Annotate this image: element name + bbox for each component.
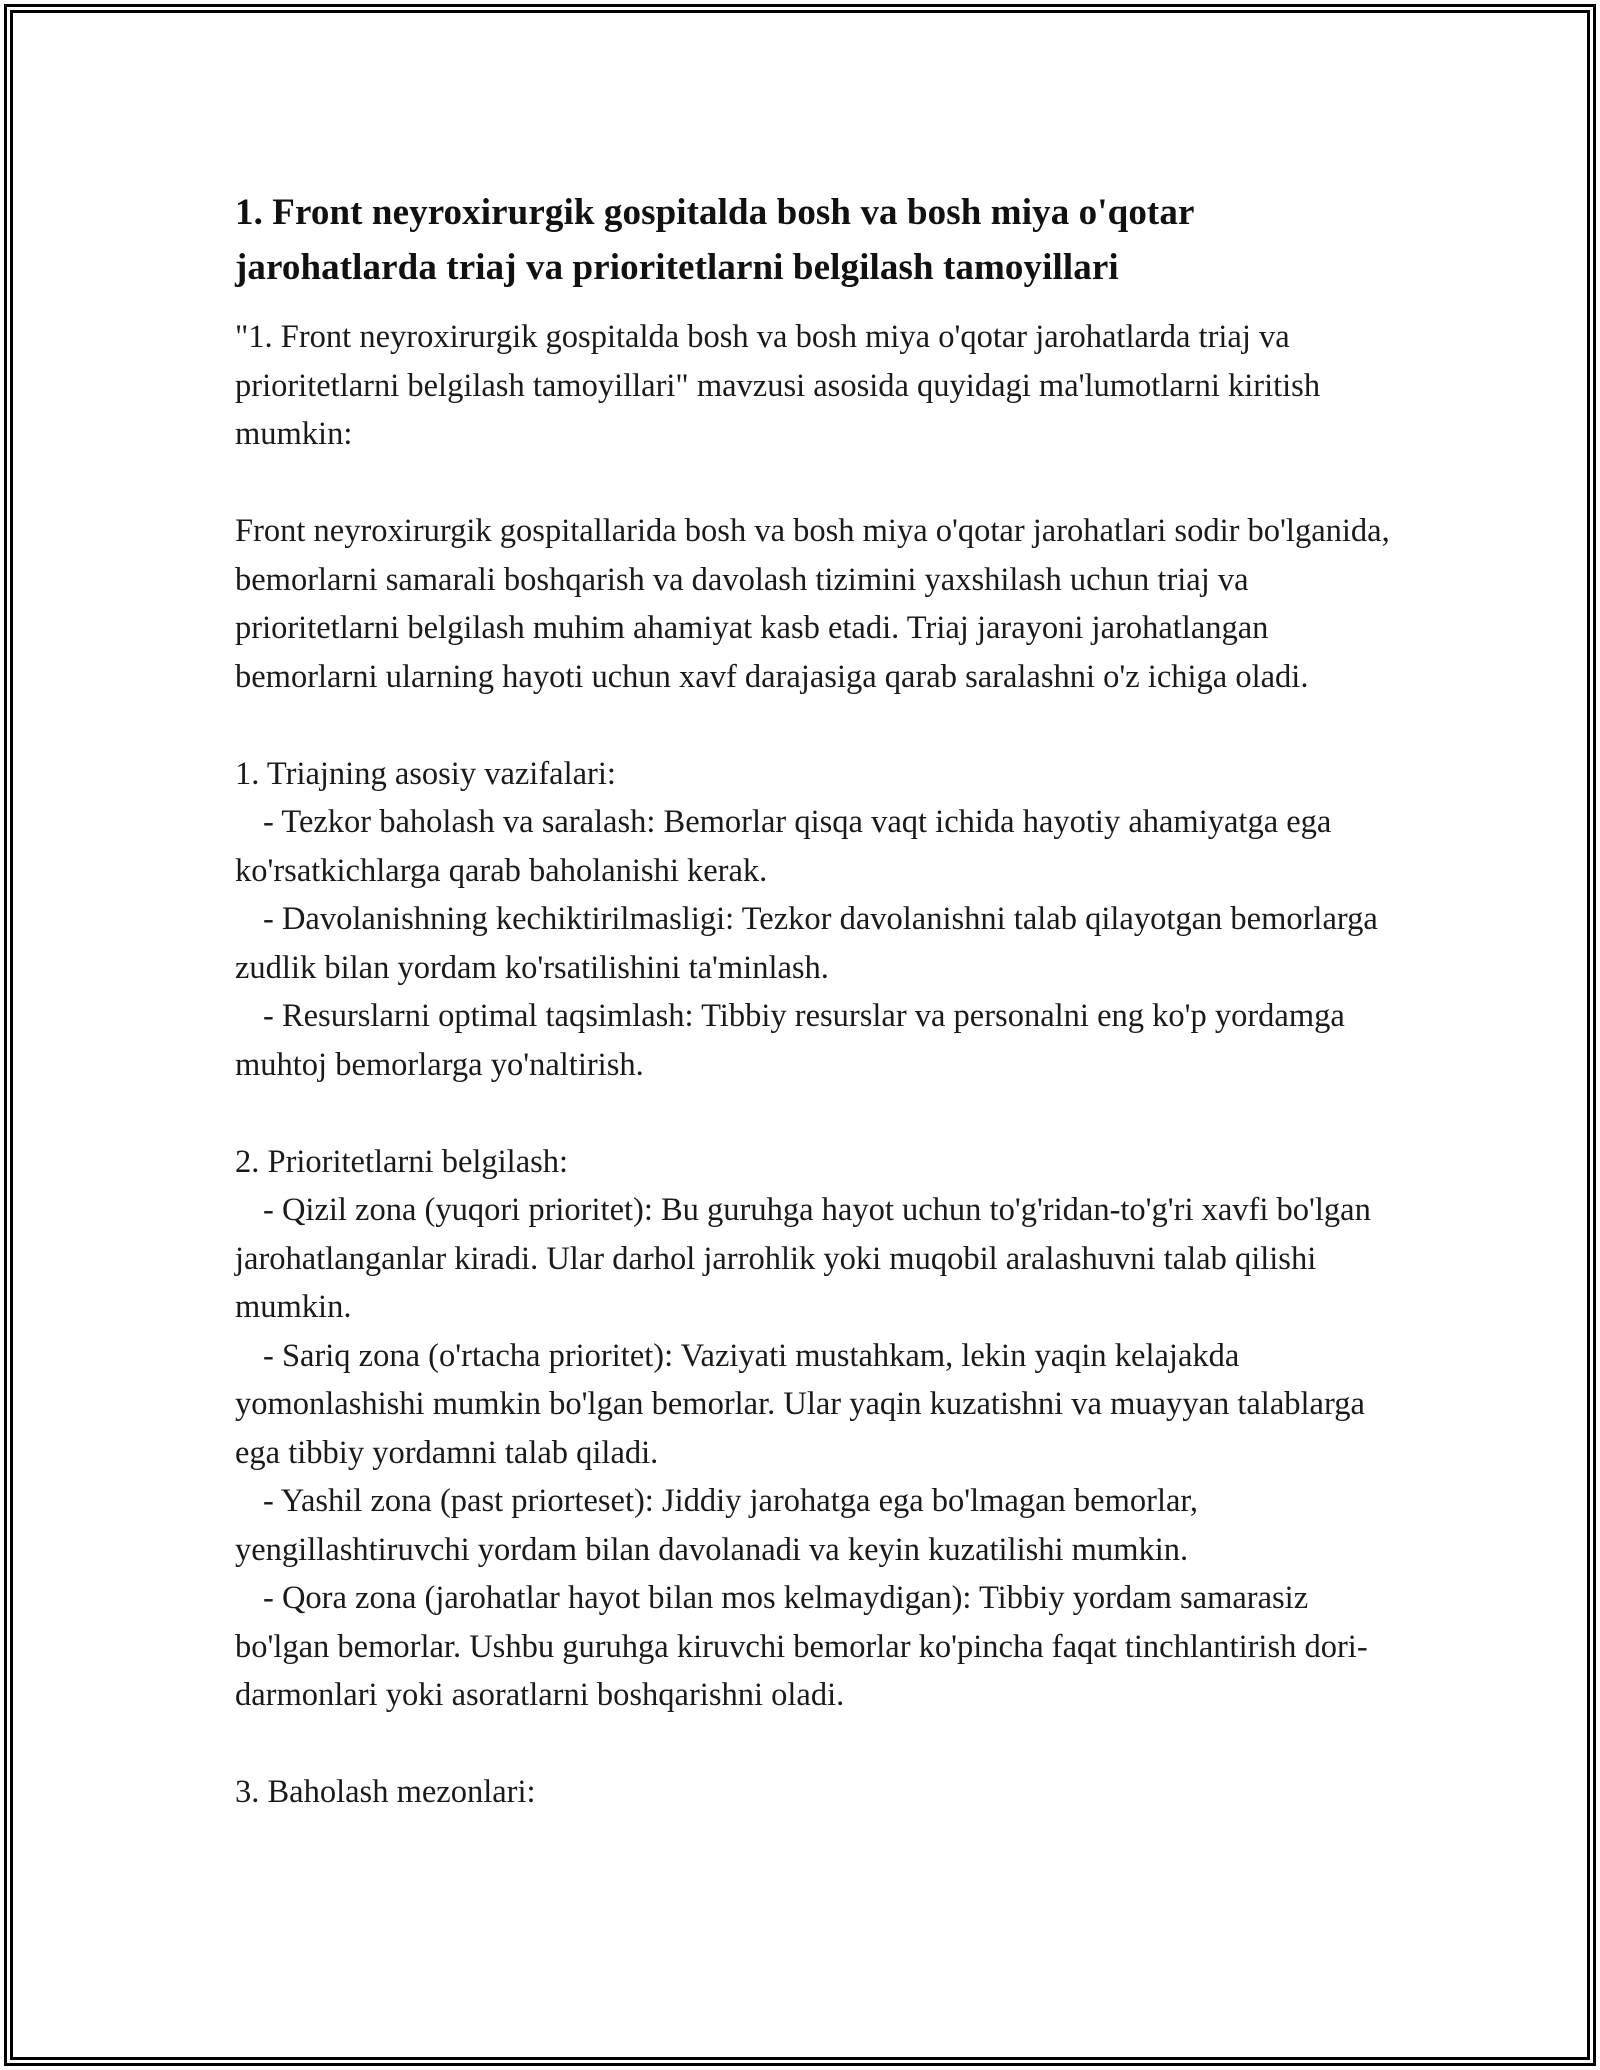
section-heading: 1. Triajning asosiy vazifalari:: [235, 755, 616, 792]
paragraph-spacer: [235, 1089, 1395, 1138]
list-item-green-zone: - Yashil zona (past priorteset): Jiddiy jarohatga ega bo'lmagan bemorlar, yengillashtiruvchi yordam bilan davolanadi va keyin kuzatilishi mumkin.: [235, 1483, 1199, 1568]
list-item: - Resurslarni optimal taqsimlash: Tibbiy resurslar va personalni eng ko'p yordamga muhtoj bemorlarga yo'naltirish.: [235, 998, 1345, 1083]
list-item: - Tezkor baholash va saralash: Bemorlar qisqa vaqt ichida hayotiy ahamiyatga ega ko'rsatkichlarga qarab baholanishi kerak.: [235, 804, 1332, 889]
list-item-black-zone: - Qora zona (jarohatlar hayot bilan mos kelmaydigan): Tibbiy yordam samarasiz bo'lgan bemorlar. Ushbu guruhga kiruvchi bemorlar ko'pincha faqat tinchlantirish dori-darmonlari yoki asoratlarni boshqarishni oladi.: [235, 1580, 1368, 1713]
paragraph-spacer: [235, 1720, 1395, 1769]
list-item: - Davolanishning kechiktirilmasligi: Tezkor davolanishni talab qilayotgan bemorlarga zudlik bilan yordam ko'rsatilishini ta'minlash.: [235, 901, 1378, 986]
list-item-yellow-zone: - Sariq zona (o'rtacha prioritet): Vaziyati mustahkam, lekin yaqin kelajakda yomonlashishi mumkin bo'lgan bemorlar. Ular yaqin kuzatishni va muayyan talablarga ega tibbiy yordamni talab qiladi.: [235, 1337, 1365, 1471]
document-title: 1. Front neyroxirurgik gospitalda bosh va bosh miya o'qotar jarohatlarda triaj va prioritetlarni belgilash tamoyillari: [235, 192, 1194, 288]
body-paragraph: Front neyroxirurgik gospitallarida bosh va bosh miya o'qotar jarohatlari sodir bo'lganida, bemorlarni samarali boshqarish va davolash tizimini yaxshilash uchun triaj va prioritetlarni belgilash muhim ahamiyat kasb etadi. Triaj jarayoni jarohatlangan bemorlarni ularning hayoti uchun xavf darajasiga qarab saralashni o'z ichiga oladi.: [235, 513, 1390, 695]
section-triage-tasks: [235, 750, 1395, 1090]
section-priorities: [235, 1138, 1395, 1720]
paragraph-spacer: [235, 459, 1395, 508]
section-heading: 3. Baholash mezonlari:: [235, 1774, 536, 1810]
section-heading: 2. Prioritetlarni belgilash:: [235, 1143, 569, 1180]
document-body: [235, 185, 1395, 1817]
paragraph-spacer: [235, 701, 1395, 750]
list-item-red-zone: - Qizil zona (yuqori prioritet): Bu guruhga hayot uchun to'g'ridan-to'g'ri xavfi bo'lgan jarohatlanganlar kiradi. Ular darhol jarrohlik yoki muqobil aralashuvni talab qilishi mumkin.: [235, 1192, 1371, 1325]
section-criteria: [235, 1768, 1395, 1817]
intro-paragraph: "1. Front neyroxirurgik gospitalda bosh va bosh miya o'qotar jarohatlarda triaj va prioritetlarni belgilash tamoyillari" mavzusi asosida quyidagi ma'lumotlarni kiritish mumkin:: [235, 319, 1321, 452]
